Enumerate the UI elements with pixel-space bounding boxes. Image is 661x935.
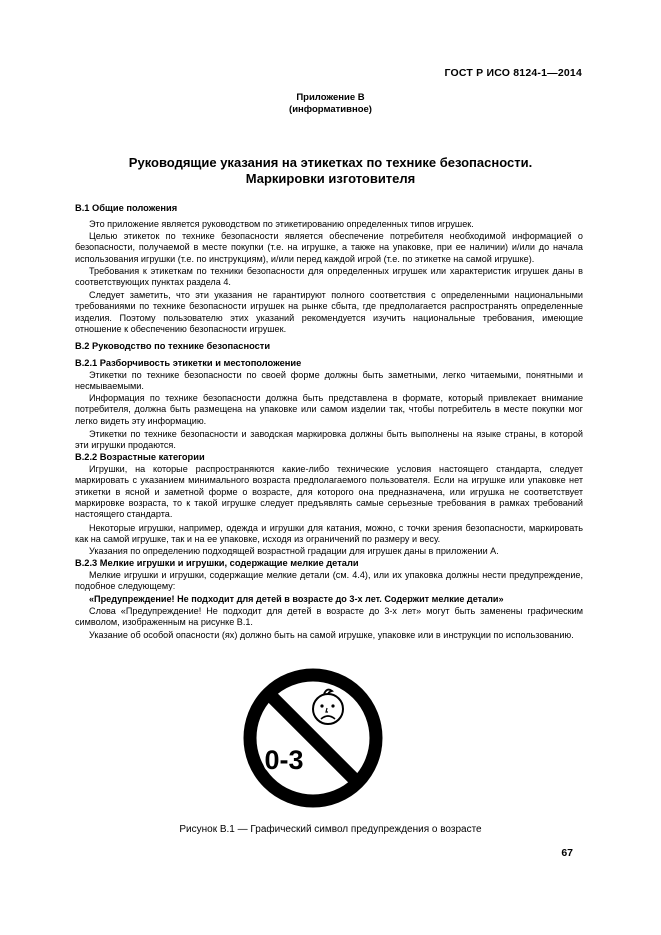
figure-caption: Рисунок В.1 — Графический символ предупреждения о возрасте: [179, 824, 482, 835]
annex-type: (информативное): [289, 104, 372, 115]
age-range-text: 0-3: [264, 745, 304, 775]
age-warning-symbol: [240, 665, 386, 811]
annex-header: [0, 92, 661, 116]
paragraph: Мелкие игрушки и игрушки, содержащие мелкие детали (см. 4.4), или их упаковка должны нести предупреждение, подобное следующему:: [75, 570, 583, 592]
annex-label: Приложение В: [296, 92, 365, 103]
paragraph: Целью этикеток по технике безопасности является обеспечение потребителя необходимой информацией о безопасности, получаемой в месте покупки (т.е. на игрушке, а также на упаковке, при ее наличии) и/или до начала использования игрушки (т.е. по инструкциям), и/или перед каждой игрой (т.е. по этикетке на самой игрушке).: [75, 231, 583, 264]
standard-designation: ГОСТ Р ИСО 8124-1—2014: [444, 67, 582, 79]
annex-title: [0, 155, 661, 187]
paragraph: Этикетки по технике безопасности и заводская маркировка должны быть выполнены на языке страны, в которой эти игрушки продаются.: [75, 429, 583, 451]
baby-face-icon: [313, 690, 343, 724]
paragraph: Некоторые игрушки, например, одежда и игрушки для катания, можно, с точки зрения безопасности, маркировать как на самой игрушке, так и на ее упаковке, исходя из ограничений по размеру и весу.: [75, 523, 583, 545]
section-b21-heading: В.2.1 Разборчивость этикетки и местоположение: [75, 358, 302, 368]
paragraph: Игрушки, на которые распространяются какие-либо технические условия настоящего стандарта, следует маркировать с указанием минимального возраста предполагаемого пользователя. Если на игрушке или упаковке нет этикетки в ясной и заметной форме о возрасте, для которого она предназначена, или игрушка не соответствует маркировке возраста, то к такой игрушке следует предъявлять самые серьезные требования в рамках требований настоящего стандарта.: [75, 464, 583, 520]
paragraph: Это приложение является руководством по этикетированию определенных типов игрушек.: [89, 219, 474, 229]
paragraph: Требования к этикеткам по техники безопасности для определенных игрушек или характеристик игрушек даны в соответствующих пунктах раздела 4.: [75, 266, 583, 288]
paragraph: Этикетки по технике безопасности по своей форме должны быть заметными, легко читаемыми, понятными и несмываемыми.: [75, 370, 583, 392]
section-b23-heading: В.2.3 Мелкие игрушки и игрушки, содержащие мелкие детали: [75, 558, 359, 568]
section-b2-heading: В.2 Руководство по технике безопасности: [75, 341, 271, 351]
paragraph: Информация по технике безопасности должна быть представлена в формате, который привлекает внимание потребителя, должна быть размещена на упаковке или самом изделии так, чтобы потребитель в месте покупки мог легко видеть эту информацию.: [75, 393, 583, 426]
paragraph: Указания по определению подходящей возрастной градации для игрушек даны в приложении А.: [89, 546, 499, 556]
paragraph: Следует заметить, что эти указания не гарантируют полного соответствия с определенными национальными требованиями по технике безопасности игрушек на рынке сбыта, где предполагается распространять определенные изделия. Поэтому пользователю этих указаний рекомендуется изучить национальные требования, имеющие отношение к обеспечению безопасности игрушек.: [75, 290, 583, 334]
section-b1-heading: В.1 Общие положения: [75, 203, 178, 213]
title-line-2: Маркировки изготовителя: [245, 171, 416, 186]
paragraph: Указание об особой опасности (ях) должно быть на самой игрушке, упаковке или в инструкции по использованию.: [89, 630, 574, 640]
section-b22-heading: В.2.2 Возрастные категории: [75, 452, 205, 462]
page-number: 67: [561, 847, 573, 859]
paragraph: Слова «Предупреждение! Не подходит для детей в возрасте до 3-х лет» могут быть заменены графическим символом, изображенным на рисунке В.1.: [75, 606, 583, 628]
warning-text: «Предупреждение! Не подходит для детей в возрасте до 3-х лет. Содержит мелкие детали»: [89, 594, 504, 604]
title-line-1: Руководящие указания на этикетках по технике безопасности.: [128, 155, 533, 170]
